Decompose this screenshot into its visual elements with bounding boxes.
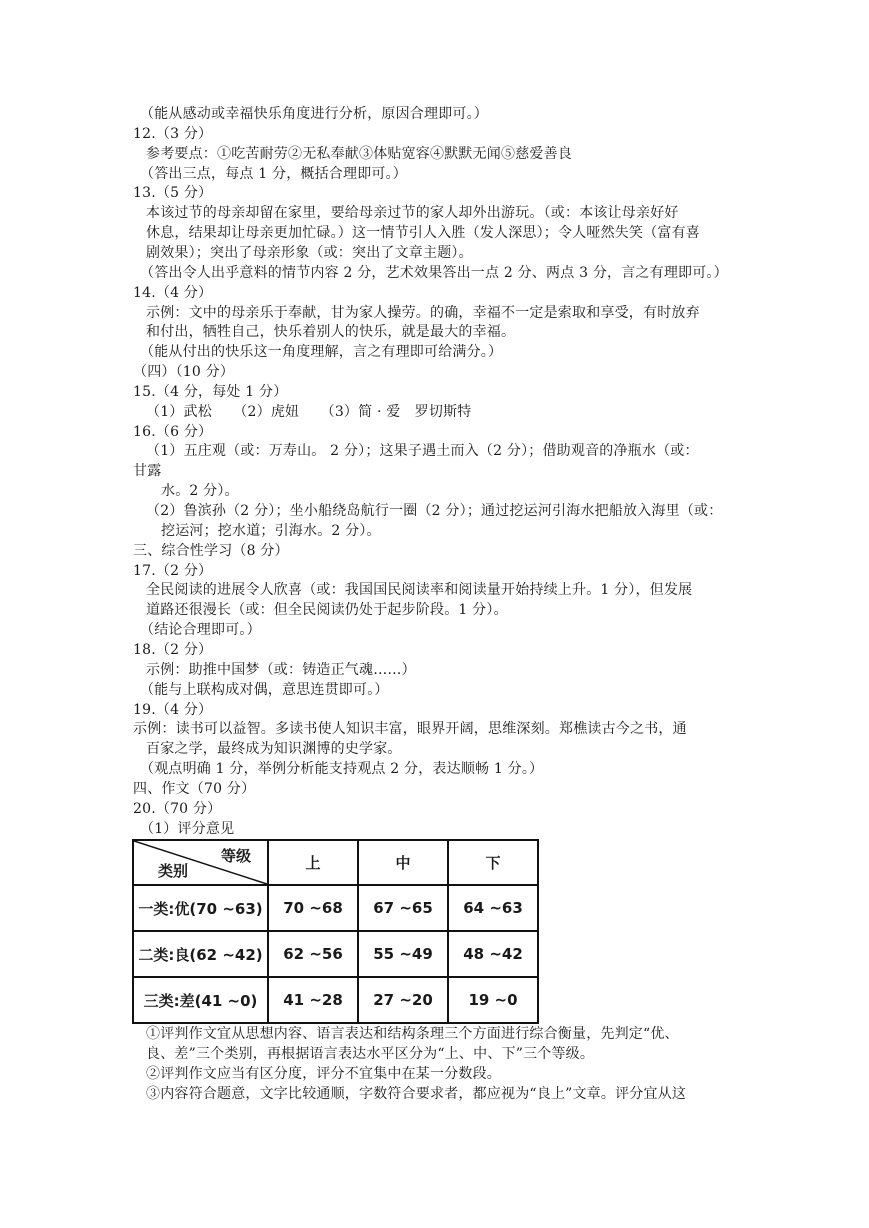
text-line: 百家之学，最终成为知识渊博的史学家。 <box>146 741 402 758</box>
text-line: 参考要点：①吃苦耐劳②无私奉献③体贴宽容④默默无闻⑤慈爱善良 <box>146 145 572 162</box>
table-cell: 41 ~28 <box>268 977 358 1023</box>
diagonal-header-cell <box>133 840 268 885</box>
text-line: 16.（6 分） <box>133 423 213 440</box>
table-cell: 27 ~20 <box>358 977 448 1023</box>
text-line: 全民阅读的进展令人欣喜（或：我国国民阅读率和阅读量开始持续上升。1 分），但发展 <box>146 582 693 599</box>
text-line: 剧效果）；突出了母亲形象（或：突出了文章主题）。 <box>146 244 473 261</box>
table-header-row <box>133 840 538 885</box>
table-cell: 67 ~65 <box>358 885 448 931</box>
text-line: （四）（10 分） <box>133 364 235 381</box>
category-header: 类别 <box>158 862 189 880</box>
text-line: 本该过节的母亲却留在家里，要给母亲过节的家人却外出游玩。（或：本该让母亲好好 <box>146 205 679 222</box>
text-line: （观点明确 1 分，举例分析能支持观点 2 分，表达顺畅 1 分。） <box>140 761 544 778</box>
column-header-lower: 下 <box>448 840 538 885</box>
text-line: （答出三点，每点 1 分，概括合理即可。） <box>140 165 408 182</box>
text-line: 15.（4 分，每处 1 分） <box>133 383 288 400</box>
row-label: 二类:良(62 ~42) <box>133 931 268 977</box>
text-line: 示例：读书可以益智。多读书使人知识丰富，眼界开阔，思维深刻。郑樵读古今之书，通 <box>133 721 687 738</box>
text-line: ③内容符合题意，文字比较通顺，字数符合要求者，都应视为“良上”文章。评分宜从这 <box>146 1086 687 1102</box>
text-line: （结论合理即可。） <box>140 622 261 639</box>
text-line: （1）武松 （2）虎妞 （3）简 · 爱 罗切斯特 <box>146 403 472 420</box>
text-line: 三、综合性学习（8 分） <box>133 542 289 559</box>
table-row <box>133 977 538 1023</box>
text-line: （2）鲁滨孙（2 分）；坐小船绕岛航行一圈（2 分）；通过挖运河引海水把船放入海里（或： <box>146 503 723 519</box>
text-line: 示例：文中的母亲乐于奉献，甘为家人操劳。的确，幸福不一定是索取和享受，有时放弃 <box>146 304 700 321</box>
text-line: ①评判作文宜从思想内容、语言表达和结构条理三个方面进行综合衡量，先判定“优、 <box>146 1026 679 1042</box>
text-line: 12.（3 分） <box>133 125 213 142</box>
table-cell: 19 ~0 <box>448 977 538 1023</box>
text-line: 良、差”三个类别，再根据语言表达水平区分为“上、中、下”三个等级。 <box>146 1046 595 1062</box>
table-cell: 62 ~56 <box>268 931 358 977</box>
text-line: 休息，结果却让母亲更加忙碌。）这一情节引人入胜（发人深思）；令人哑然失笑（富有喜 <box>146 225 700 242</box>
text-line: 14.（4 分） <box>133 284 213 301</box>
table-row <box>133 931 538 977</box>
column-header-upper: 上 <box>268 840 358 885</box>
table-row <box>133 885 538 931</box>
text-line: 挖运河；挖水道；引海水。2 分）。 <box>161 522 381 539</box>
text-line: 19.（4 分） <box>133 701 213 718</box>
grading-table <box>132 839 539 1024</box>
table-cell: 64 ~63 <box>448 885 538 931</box>
table-cell: 55 ~49 <box>358 931 448 977</box>
row-label: 一类:优(70 ~63) <box>133 885 268 931</box>
text-line: 和付出，牺牲自己，快乐着别人的快乐，就是最大的幸福。 <box>146 324 516 341</box>
text-line: 四、作文（70 分） <box>133 780 256 797</box>
text-line: （答出令人出乎意料的情节内容 2 分，艺术效果答出一点 2 分、两点 3 分，言之有理即可。） <box>140 264 728 281</box>
text-line: 17.（2 分） <box>133 562 213 579</box>
text-line: 13.（5 分） <box>133 185 213 202</box>
text-line: 示例：助推中国梦（或：铸造正气魂……） <box>146 661 416 678</box>
grade-header: 等级 <box>220 847 251 865</box>
text-line: 20.（70 分） <box>133 800 222 817</box>
text-line: （能从感动或幸福快乐角度进行分析，原因合理即可。） <box>140 106 488 122</box>
table-cell: 70 ~68 <box>268 885 358 931</box>
table-cell: 48 ~42 <box>448 931 538 977</box>
text-line: 水。2 分）。 <box>161 483 239 500</box>
text-line: （能从付出的快乐这一角度理解，言之有理即可给满分。） <box>140 344 503 361</box>
text-line: ②评判作文应当有区分度，评分不宜集中在某一分数段。 <box>146 1066 501 1082</box>
text-line: （能与上联构成对偶，意思连贯即可。） <box>140 681 389 698</box>
text-line: 道路还很漫长（或：但全民阅读仍处于起步阶段。1 分）。 <box>146 602 508 619</box>
row-label: 三类:差(41 ~0) <box>133 977 268 1023</box>
column-header-middle: 中 <box>358 840 448 885</box>
text-line: （1）五庄观（或：万寿山。 2 分）；这果子遇土而入（2 分）；借助观音的净瓶水（或： <box>146 443 699 460</box>
text-line: 甘露 <box>133 463 162 480</box>
text-line: 18.（2 分） <box>133 641 213 658</box>
text-line: （1）评分意见 <box>140 820 235 837</box>
